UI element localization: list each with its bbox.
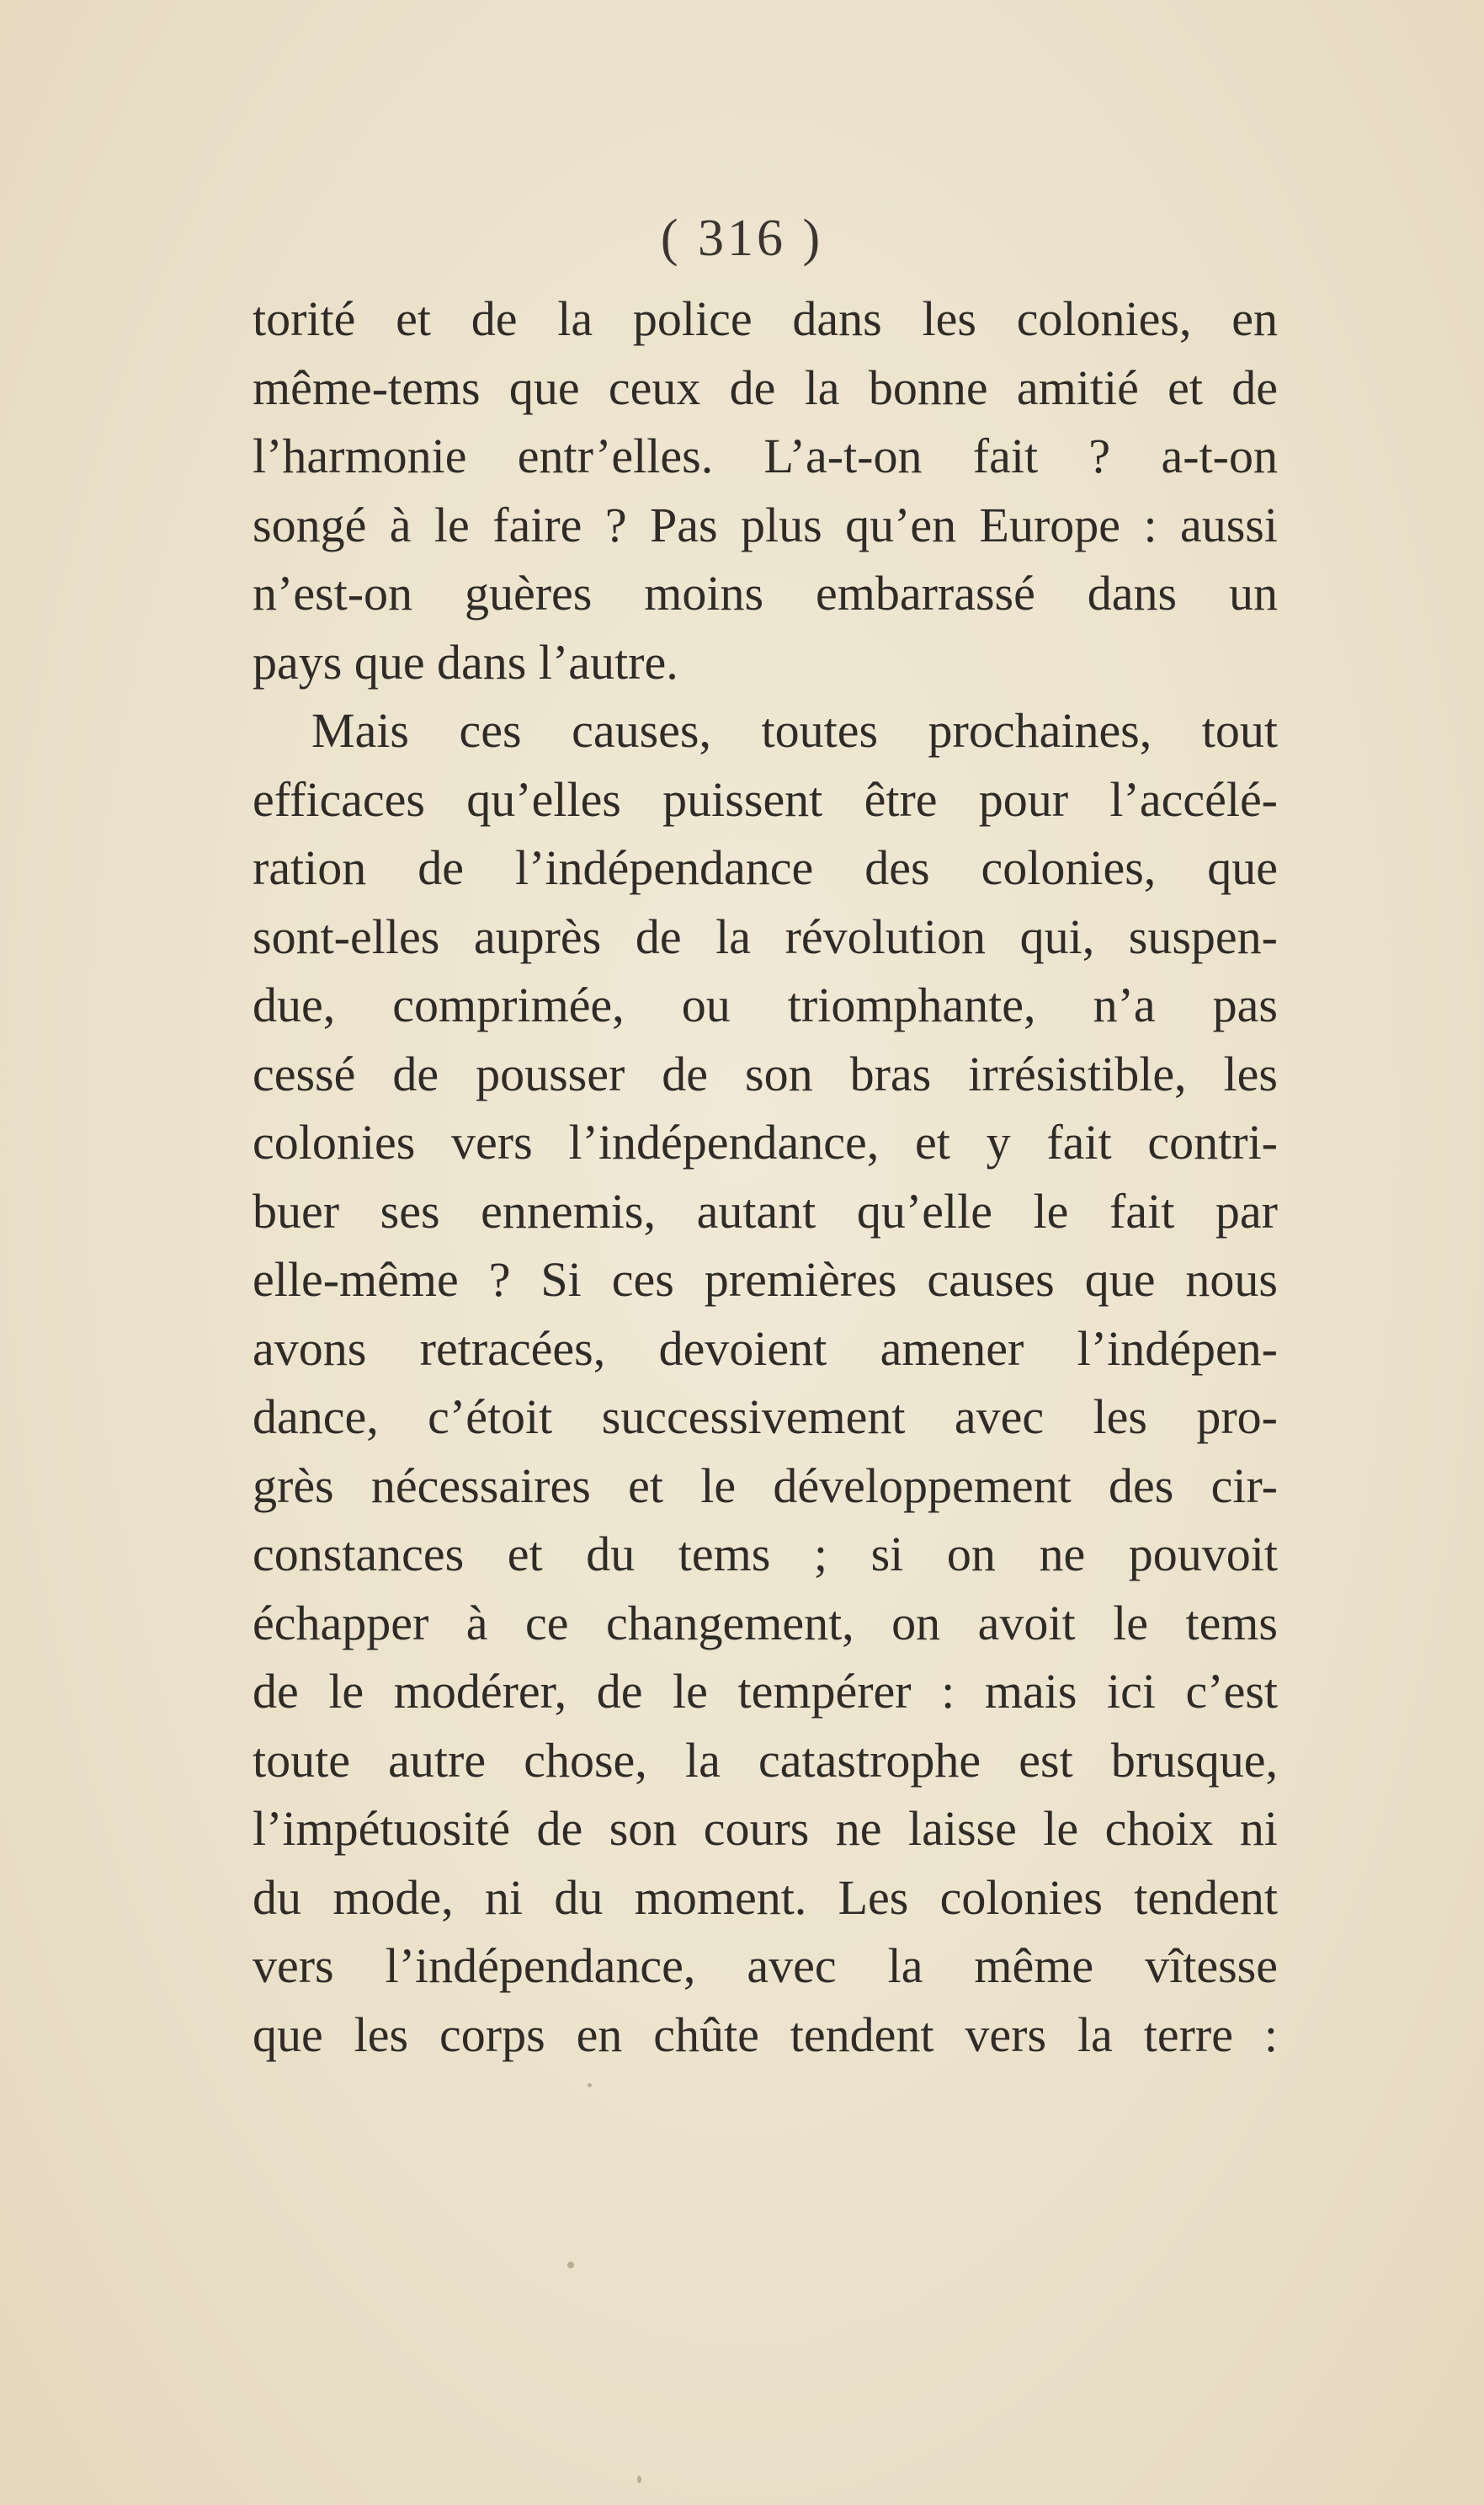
- text-line: colonies vers l’indépendance, et y fait contri-: [253, 1115, 1278, 1170]
- paper-speck: [588, 2083, 592, 2087]
- text-line: échapper à ce changement, on avoit le tems: [253, 1595, 1278, 1650]
- text-line: grès nécessaires et le développement des cir-: [253, 1458, 1278, 1513]
- text-line: songé à le faire ? Pas plus qu’en Europe : aussi: [253, 497, 1278, 552]
- text-line: buer ses ennemis, autant qu’elle le fait par: [253, 1183, 1278, 1239]
- text-line: de le modérer, de le tempérer : mais ici c’est: [253, 1664, 1278, 1719]
- text-line: dance, c’étoit successivement avec les pro-: [253, 1389, 1278, 1444]
- text-line: ration de l’indépendance des colonies, que: [253, 840, 1278, 895]
- paper-speck: [637, 2476, 641, 2483]
- text-line: l’harmonie entr’elles. L’a-t-on fait ? a-t-on: [253, 429, 1278, 483]
- text-line: constances et du tems ; si on ne pouvoit: [253, 1527, 1278, 1581]
- text-line: toute autre chose, la catastrophe est brusque,: [253, 1732, 1278, 1788]
- text-line: cessé de pousser de son bras irrésistible, les: [253, 1046, 1278, 1101]
- text-line: n’est-on guères moins embarrassé dans un: [253, 566, 1278, 621]
- page-number: ( 316 ): [660, 210, 824, 267]
- paper-speck: [567, 2262, 574, 2268]
- text-line: du mode, ni du moment. Les colonies tendent: [253, 1869, 1278, 1925]
- text-line: Mais ces causes, toutes prochaines, tout: [311, 703, 1278, 758]
- text-line: elle-même ? Si ces premières causes que nous: [253, 1252, 1278, 1307]
- text-line: vers l’indépendance, avec la même vîtesse: [253, 1938, 1278, 1993]
- body-text: [253, 285, 1278, 2069]
- text-line: même-tems que ceux de la bonne amitié et de: [253, 360, 1278, 415]
- text-line: torité et de la police dans les colonies, en: [253, 291, 1278, 346]
- text-line: due, comprimée, ou triomphante, n’a pas: [253, 978, 1278, 1032]
- text-line: l’impétuosité de son cours ne laisse le choix ni: [253, 1801, 1278, 1856]
- text-line: avons retracées, devoient amener l’indépen-: [253, 1320, 1278, 1376]
- text-line: sont-elles auprès de la révolution qui, suspen-: [253, 909, 1278, 964]
- text-line: efficaces qu’elles puissent être pour l’accélé-: [253, 771, 1278, 827]
- text-line: pays que dans l’autre.: [253, 634, 678, 690]
- text-line: que les corps en chûte tendent vers la terre :: [253, 2007, 1278, 2062]
